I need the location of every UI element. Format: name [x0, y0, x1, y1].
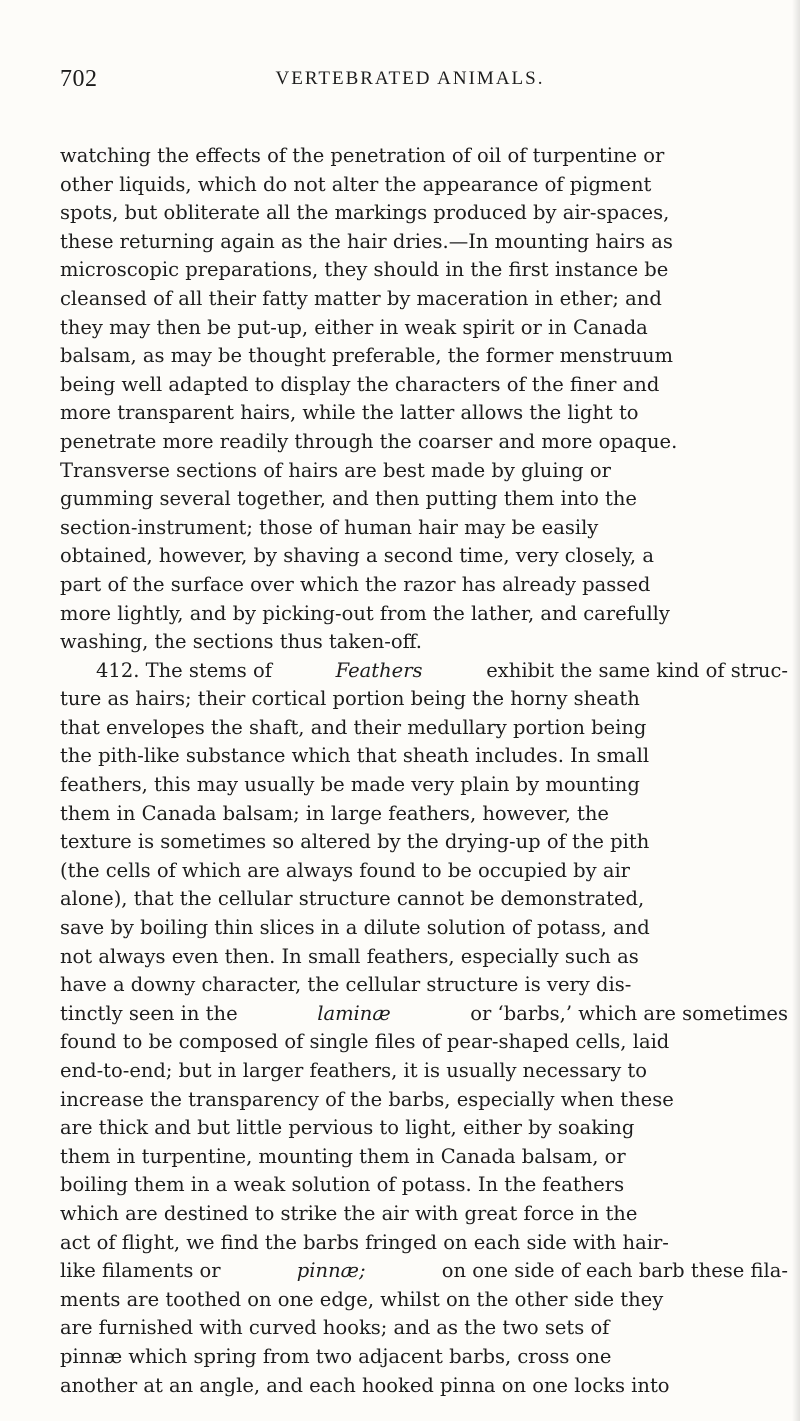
text-line: feathers, this may usually be made very plain by mounting [60, 773, 640, 797]
text-line: other liquids, which do not alter the appearance of pigment [60, 172, 652, 196]
text-line: balsam, as may be thought preferable, the former menstruum [60, 344, 674, 368]
text-line: have a downy character, the cellular structure is very dis- [60, 973, 632, 997]
text-line: another at an angle, and each hooked pinna on one locks into [60, 1373, 670, 1397]
section-412-intro: 412. The stems of [96, 658, 272, 682]
text-line: part of the surface over which the razor has already passed [60, 572, 651, 596]
text-line: washing, the sections thus taken-off. [60, 630, 422, 654]
text-line: save by boiling thin slices in a dilute solution of potass, and [60, 916, 650, 940]
text-line: penetrate more readily through the coarser and more opaque. [60, 429, 678, 453]
text-line: them in turpentine, mounting them in Canada balsam, or [60, 1144, 626, 1168]
text-line: pinnæ which spring from two adjacent barbs, cross one [60, 1344, 612, 1368]
text-line: alone), that the cellular structure cannot be demonstrated, [60, 887, 645, 911]
page-number: 702 [60, 66, 98, 92]
text-line: them in Canada balsam; in large feathers, however, the [60, 801, 609, 825]
text-line: which are destined to strike the air with great force in the [60, 1201, 638, 1225]
text-line: obtained, however, by shaving a second time, very closely, a [60, 544, 654, 568]
body-text [60, 142, 788, 1400]
laminae-term: laminæ [317, 1001, 391, 1025]
text-line: found to be composed of single files of pear-shaped cells, laid [60, 1030, 670, 1054]
text-line: more lightly, and by picking-out from the lather, and carefully [60, 601, 670, 625]
text-line: not always even then. In small feathers, especially such as [60, 944, 639, 968]
text-line: act of flight, we find the barbs fringed on each side with hair- [60, 1230, 669, 1254]
running-head: VERTEBRATED ANIMALS. [275, 68, 545, 89]
text-line: they may then be put-up, either in weak spirit or in Canada [60, 315, 648, 339]
text-line: microscopic preparations, they should in the first instance be [60, 258, 669, 282]
text-line: the pith-like substance which that sheath includes. In small [60, 744, 650, 768]
text-line: (the cells of which are always found to be occupied by air [60, 858, 631, 882]
text-line: ments are toothed on one edge, whilst on the other side they [60, 1287, 664, 1311]
text-line: section-instrument; those of human hair may be easily [60, 515, 599, 539]
text-line: that envelopes the shaft, and their medullary portion being [60, 715, 647, 739]
text-line: end-to-end; but in larger feathers, it is usually necessary to [60, 1059, 647, 1082]
text-line: these returning again as the hair dries.—In mounting hairs as [60, 229, 673, 253]
text-line: cleansed of all their fatty matter by maceration in ether; and [60, 286, 662, 310]
text-line: more transparent hairs, while the latter allows the light to [60, 401, 639, 425]
text-line: are furnished with curved hooks; and as the two sets of [60, 1316, 610, 1340]
text-line: being well adapted to display the characters of the finer and [60, 372, 660, 396]
text-line: Transverse sections of hairs are best made by gluing or [60, 458, 611, 482]
text-line: boiling them in a weak solution of potass. In the feathers [60, 1173, 625, 1197]
pinnae-term: pinnæ; [296, 1259, 366, 1283]
text-line: gumming several together, and then putting them into the [60, 487, 637, 511]
text-line: watching the effects of the penetration of oil of turpentine or [60, 144, 665, 167]
page-header [60, 66, 760, 96]
page-edge-shadow [792, 0, 800, 1421]
text-line: increase the transparency of the barbs, especially when these [60, 1087, 674, 1111]
text-line: like filaments or pinnæ; on one side of each barb these fila- [60, 1257, 788, 1286]
text-line: tinctly seen in the laminæ or ‘barbs,’ which are sometimes [60, 1000, 788, 1029]
text-line: texture is sometimes so altered by the drying-up of the pith [60, 830, 650, 854]
text-line: ture as hairs; their cortical portion being the horny sheath [60, 687, 640, 711]
text-line: spots, but obliterate all the markings produced by air-spaces, [60, 201, 670, 225]
text-line: are thick and but little pervious to light, either by soaking [60, 1116, 635, 1140]
feathers-term: Feathers [335, 658, 423, 682]
section-412-start: 412. The stems of Feathers exhibit the same kind of struc- [60, 657, 788, 686]
